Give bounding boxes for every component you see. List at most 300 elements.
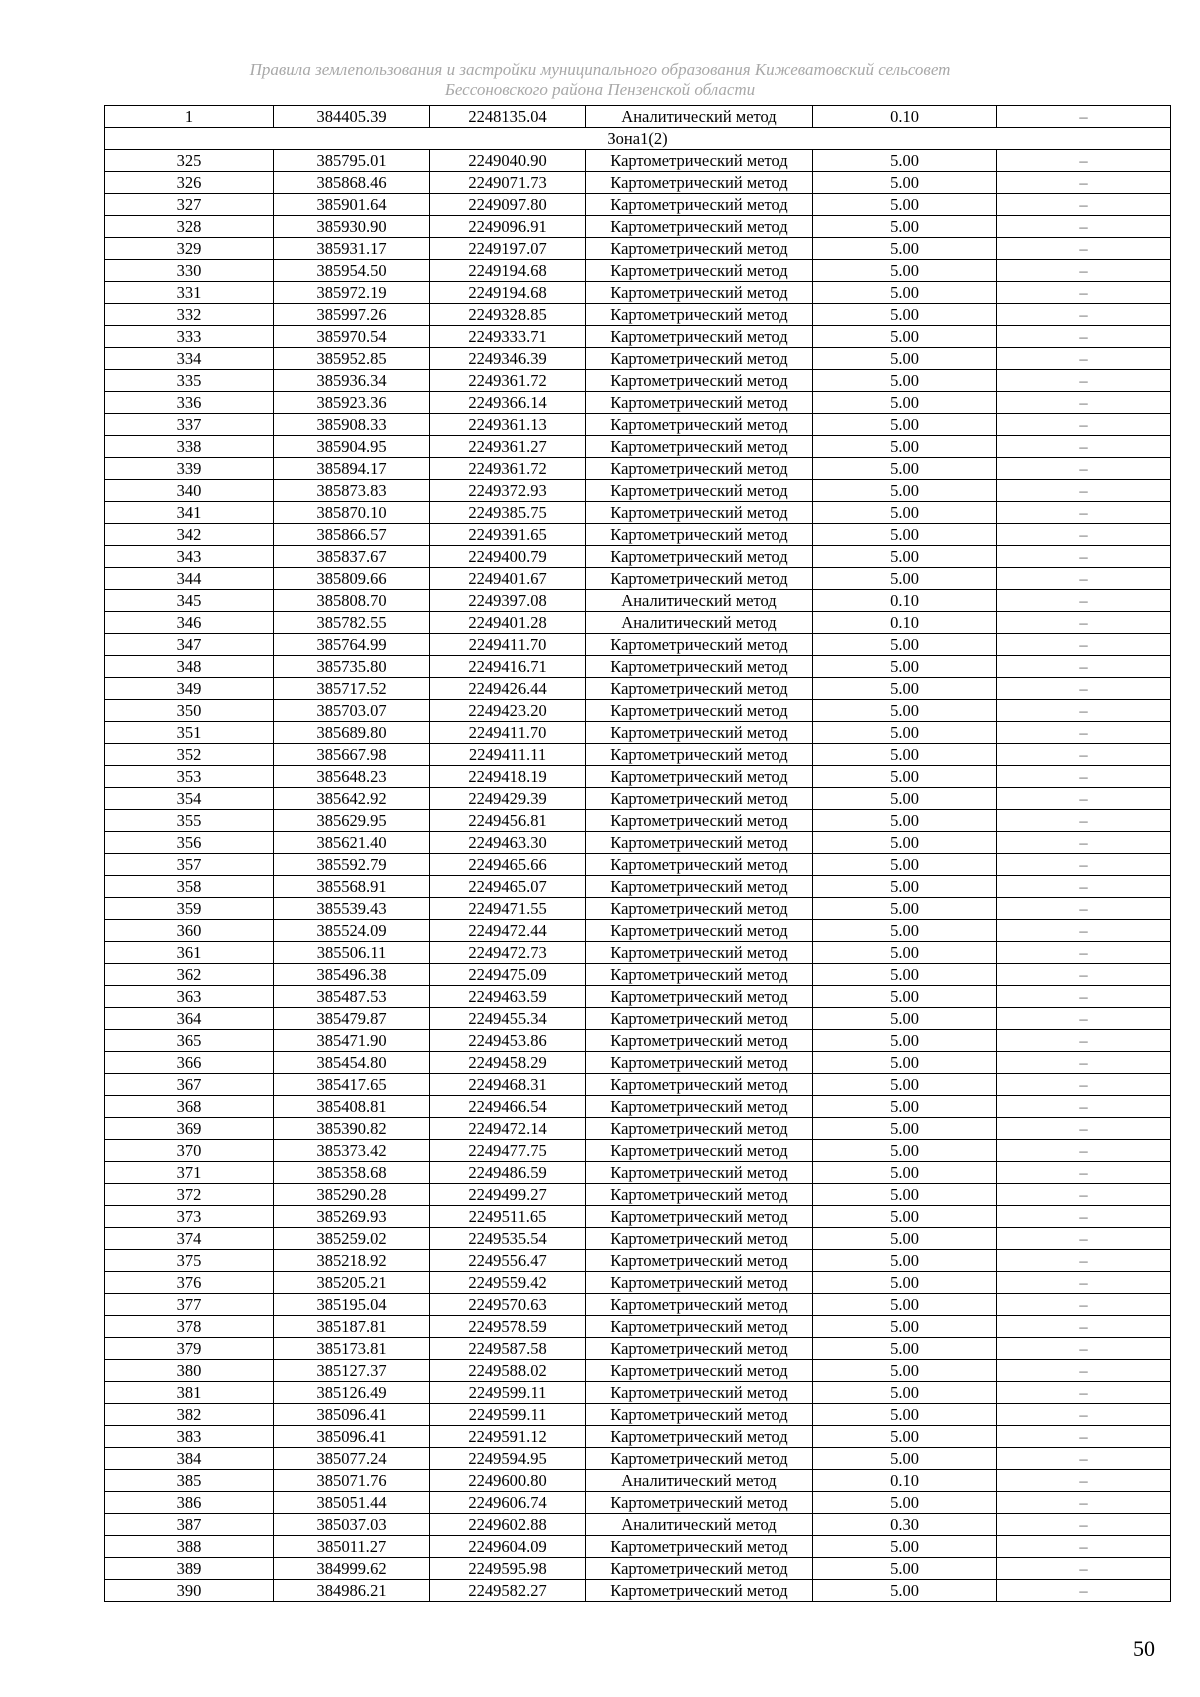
note-cell: – — [997, 766, 1171, 788]
accuracy-cell: 5.00 — [813, 348, 997, 370]
point-number-cell: 376 — [105, 1272, 274, 1294]
x-coordinate-cell: 385390.82 — [274, 1118, 430, 1140]
accuracy-cell: 5.00 — [813, 1008, 997, 1030]
header-line-1: Правила землепользования и застройки муниципального образования Кижеватовский сельсовет — [249, 60, 951, 79]
note-cell: – — [997, 832, 1171, 854]
note-cell: – — [997, 216, 1171, 238]
accuracy-cell: 5.00 — [813, 326, 997, 348]
note-cell: – — [997, 1558, 1171, 1580]
y-coordinate-cell: 2249499.27 — [430, 1184, 586, 1206]
y-coordinate-cell: 2249587.58 — [430, 1338, 586, 1360]
note-cell: – — [997, 1536, 1171, 1558]
note-cell: – — [997, 722, 1171, 744]
note-cell: – — [997, 1580, 1171, 1602]
point-number-cell: 370 — [105, 1140, 274, 1162]
method-cell: Картометрический метод — [586, 1382, 813, 1404]
method-cell: Картометрический метод — [586, 524, 813, 546]
point-number-cell: 381 — [105, 1382, 274, 1404]
y-coordinate-cell: 2249570.63 — [430, 1294, 586, 1316]
note-cell: – — [997, 964, 1171, 986]
y-coordinate-cell: 2249401.28 — [430, 612, 586, 634]
table-row — [105, 282, 1171, 304]
table-row — [105, 238, 1171, 260]
x-coordinate-cell: 385077.24 — [274, 1448, 430, 1470]
x-coordinate-cell: 385568.91 — [274, 876, 430, 898]
accuracy-cell: 5.00 — [813, 436, 997, 458]
note-cell: – — [997, 238, 1171, 260]
x-coordinate-cell: 385487.53 — [274, 986, 430, 1008]
point-number-cell: 327 — [105, 194, 274, 216]
accuracy-cell: 0.10 — [813, 106, 997, 128]
y-coordinate-cell: 2249472.73 — [430, 942, 586, 964]
point-number-cell: 332 — [105, 304, 274, 326]
note-cell: – — [997, 1030, 1171, 1052]
point-number-cell: 357 — [105, 854, 274, 876]
note-cell: – — [997, 414, 1171, 436]
point-number-cell: 342 — [105, 524, 274, 546]
x-coordinate-cell: 385764.99 — [274, 634, 430, 656]
x-coordinate-cell: 385972.19 — [274, 282, 430, 304]
accuracy-cell: 5.00 — [813, 788, 997, 810]
accuracy-cell: 5.00 — [813, 920, 997, 942]
note-cell: – — [997, 458, 1171, 480]
x-coordinate-cell: 385837.67 — [274, 546, 430, 568]
accuracy-cell: 5.00 — [813, 1206, 997, 1228]
method-cell: Картометрический метод — [586, 1228, 813, 1250]
page-number: 50 — [1133, 1636, 1155, 1661]
y-coordinate-cell: 2249606.74 — [430, 1492, 586, 1514]
point-number-cell: 329 — [105, 238, 274, 260]
table-row — [105, 546, 1171, 568]
x-coordinate-cell: 385417.65 — [274, 1074, 430, 1096]
x-coordinate-cell: 385524.09 — [274, 920, 430, 942]
accuracy-cell: 5.00 — [813, 1272, 997, 1294]
y-coordinate-cell: 2249475.09 — [430, 964, 586, 986]
accuracy-cell: 5.00 — [813, 1316, 997, 1338]
note-cell: – — [997, 524, 1171, 546]
x-coordinate-cell: 385970.54 — [274, 326, 430, 348]
y-coordinate-cell: 2249418.19 — [430, 766, 586, 788]
y-coordinate-cell: 2249423.20 — [430, 700, 586, 722]
y-coordinate-cell: 2249472.14 — [430, 1118, 586, 1140]
y-coordinate-cell: 2249556.47 — [430, 1250, 586, 1272]
point-number-cell: 365 — [105, 1030, 274, 1052]
table-row — [105, 150, 1171, 172]
point-number-cell: 353 — [105, 766, 274, 788]
note-cell: – — [997, 1074, 1171, 1096]
note-cell: – — [997, 986, 1171, 1008]
point-number-cell: 374 — [105, 1228, 274, 1250]
table-row — [105, 392, 1171, 414]
accuracy-cell: 5.00 — [813, 1030, 997, 1052]
note-cell: – — [997, 634, 1171, 656]
point-number-cell: 372 — [105, 1184, 274, 1206]
note-cell: – — [997, 348, 1171, 370]
point-number-cell: 384 — [105, 1448, 274, 1470]
table-row — [105, 1074, 1171, 1096]
table-row — [105, 1118, 1171, 1140]
x-coordinate-cell: 385868.46 — [274, 172, 430, 194]
y-coordinate-cell: 2249600.80 — [430, 1470, 586, 1492]
accuracy-cell: 5.00 — [813, 502, 997, 524]
accuracy-cell: 5.00 — [813, 1140, 997, 1162]
accuracy-cell: 5.00 — [813, 414, 997, 436]
note-cell: – — [997, 1250, 1171, 1272]
note-cell: – — [997, 1140, 1171, 1162]
table-row — [105, 1316, 1171, 1338]
method-cell: Картометрический метод — [586, 1250, 813, 1272]
accuracy-cell: 5.00 — [813, 1118, 997, 1140]
note-cell: – — [997, 1338, 1171, 1360]
accuracy-cell: 5.00 — [813, 1228, 997, 1250]
note-cell: – — [997, 854, 1171, 876]
table-row — [105, 1360, 1171, 1382]
method-cell: Картометрический метод — [586, 1118, 813, 1140]
y-coordinate-cell: 2249391.65 — [430, 524, 586, 546]
point-number-cell: 366 — [105, 1052, 274, 1074]
method-cell: Картометрический метод — [586, 920, 813, 942]
point-number-cell: 333 — [105, 326, 274, 348]
accuracy-cell: 5.00 — [813, 524, 997, 546]
method-cell: Картометрический метод — [586, 1140, 813, 1162]
table-row — [105, 964, 1171, 986]
y-coordinate-cell: 2249426.44 — [430, 678, 586, 700]
y-coordinate-cell: 2249594.95 — [430, 1448, 586, 1470]
x-coordinate-cell: 385358.68 — [274, 1162, 430, 1184]
method-cell: Картометрический метод — [586, 1074, 813, 1096]
table-row — [105, 722, 1171, 744]
table-row — [105, 678, 1171, 700]
method-cell: Картометрический метод — [586, 832, 813, 854]
accuracy-cell: 5.00 — [813, 1338, 997, 1360]
method-cell: Картометрический метод — [586, 1294, 813, 1316]
table-row — [105, 524, 1171, 546]
point-number-cell: 330 — [105, 260, 274, 282]
table-row — [105, 414, 1171, 436]
accuracy-cell: 5.00 — [813, 898, 997, 920]
point-number-cell: 362 — [105, 964, 274, 986]
point-number-cell: 328 — [105, 216, 274, 238]
method-cell: Картометрический метод — [586, 1030, 813, 1052]
method-cell: Картометрический метод — [586, 458, 813, 480]
point-number-cell: 387 — [105, 1514, 274, 1536]
accuracy-cell: 5.00 — [813, 1250, 997, 1272]
note-cell: – — [997, 546, 1171, 568]
y-coordinate-cell: 2249197.07 — [430, 238, 586, 260]
table-row — [105, 1470, 1171, 1492]
point-number-cell: 358 — [105, 876, 274, 898]
table-row — [105, 788, 1171, 810]
point-number-cell: 348 — [105, 656, 274, 678]
x-coordinate-cell: 385703.07 — [274, 700, 430, 722]
accuracy-cell: 5.00 — [813, 1294, 997, 1316]
x-coordinate-cell: 385954.50 — [274, 260, 430, 282]
coordinates-table-body — [105, 106, 1171, 1602]
method-cell: Картометрический метод — [586, 414, 813, 436]
y-coordinate-cell: 2249385.75 — [430, 502, 586, 524]
accuracy-cell: 5.00 — [813, 678, 997, 700]
note-cell: – — [997, 326, 1171, 348]
accuracy-cell: 5.00 — [813, 1184, 997, 1206]
method-cell: Картометрический метод — [586, 1272, 813, 1294]
zone-label: Зона1(2) — [105, 128, 1171, 150]
table-row — [105, 1580, 1171, 1602]
accuracy-cell: 5.00 — [813, 304, 997, 326]
y-coordinate-cell: 2249477.75 — [430, 1140, 586, 1162]
table-row — [105, 854, 1171, 876]
point-number-cell: 326 — [105, 172, 274, 194]
point-number-cell: 335 — [105, 370, 274, 392]
accuracy-cell: 5.00 — [813, 370, 997, 392]
method-cell: Картометрический метод — [586, 150, 813, 172]
point-number-cell: 351 — [105, 722, 274, 744]
x-coordinate-cell: 385539.43 — [274, 898, 430, 920]
y-coordinate-cell: 2249458.29 — [430, 1052, 586, 1074]
note-cell: – — [997, 1228, 1171, 1250]
point-number-cell: 346 — [105, 612, 274, 634]
point-number-cell: 388 — [105, 1536, 274, 1558]
header-line-2: Бессоновского района Пензенской области — [444, 80, 756, 99]
accuracy-cell: 5.00 — [813, 832, 997, 854]
accuracy-cell: 5.00 — [813, 216, 997, 238]
method-cell: Картометрический метод — [586, 194, 813, 216]
method-cell: Картометрический метод — [586, 282, 813, 304]
accuracy-cell: 5.00 — [813, 568, 997, 590]
point-number-cell: 367 — [105, 1074, 274, 1096]
table-row — [105, 1492, 1171, 1514]
accuracy-cell: 0.10 — [813, 612, 997, 634]
method-cell: Картометрический метод — [586, 1316, 813, 1338]
note-cell: – — [997, 1294, 1171, 1316]
point-number-cell: 368 — [105, 1096, 274, 1118]
point-number-cell: 350 — [105, 700, 274, 722]
method-cell: Картометрический метод — [586, 1206, 813, 1228]
note-cell: – — [997, 1184, 1171, 1206]
method-cell: Картометрический метод — [586, 722, 813, 744]
accuracy-cell: 5.00 — [813, 1382, 997, 1404]
method-cell: Картометрический метод — [586, 810, 813, 832]
method-cell: Картометрический метод — [586, 744, 813, 766]
method-cell: Картометрический метод — [586, 1184, 813, 1206]
y-coordinate-cell: 2249535.54 — [430, 1228, 586, 1250]
table-row — [105, 700, 1171, 722]
y-coordinate-cell: 2249401.67 — [430, 568, 586, 590]
accuracy-cell: 5.00 — [813, 634, 997, 656]
table-row — [105, 744, 1171, 766]
note-cell: – — [997, 568, 1171, 590]
method-cell: Картометрический метод — [586, 1448, 813, 1470]
accuracy-cell: 5.00 — [813, 810, 997, 832]
table-row — [105, 458, 1171, 480]
accuracy-cell: 5.00 — [813, 1074, 997, 1096]
note-cell: – — [997, 436, 1171, 458]
accuracy-cell: 5.00 — [813, 458, 997, 480]
point-number-cell: 336 — [105, 392, 274, 414]
y-coordinate-cell: 2249361.13 — [430, 414, 586, 436]
point-number-cell: 331 — [105, 282, 274, 304]
x-coordinate-cell: 385936.34 — [274, 370, 430, 392]
x-coordinate-cell: 385901.64 — [274, 194, 430, 216]
accuracy-cell: 5.00 — [813, 546, 997, 568]
y-coordinate-cell: 2249456.81 — [430, 810, 586, 832]
x-coordinate-cell: 385011.27 — [274, 1536, 430, 1558]
y-coordinate-cell: 2249599.11 — [430, 1382, 586, 1404]
table-row — [105, 1008, 1171, 1030]
table-row — [105, 1382, 1171, 1404]
coordinates-table — [104, 105, 1171, 1602]
x-coordinate-cell: 385952.85 — [274, 348, 430, 370]
table-row — [105, 216, 1171, 238]
x-coordinate-cell: 385873.83 — [274, 480, 430, 502]
accuracy-cell: 5.00 — [813, 480, 997, 502]
point-number-cell: 334 — [105, 348, 274, 370]
x-coordinate-cell: 385496.38 — [274, 964, 430, 986]
y-coordinate-cell: 2249559.42 — [430, 1272, 586, 1294]
table-row — [105, 1536, 1171, 1558]
y-coordinate-cell: 2249411.11 — [430, 744, 586, 766]
point-number-cell: 373 — [105, 1206, 274, 1228]
x-coordinate-cell: 385808.70 — [274, 590, 430, 612]
table-row — [105, 1030, 1171, 1052]
point-number-cell: 344 — [105, 568, 274, 590]
table-row — [105, 1184, 1171, 1206]
y-coordinate-cell: 2249472.44 — [430, 920, 586, 942]
method-cell: Картометрический метод — [586, 898, 813, 920]
accuracy-cell: 5.00 — [813, 1580, 997, 1602]
accuracy-cell: 5.00 — [813, 1536, 997, 1558]
note-cell: – — [997, 1052, 1171, 1074]
accuracy-cell: 5.00 — [813, 1558, 997, 1580]
table-row — [105, 502, 1171, 524]
x-coordinate-cell: 385923.36 — [274, 392, 430, 414]
zone-row — [105, 128, 1171, 150]
x-coordinate-cell: 385195.04 — [274, 1294, 430, 1316]
x-coordinate-cell: 385667.98 — [274, 744, 430, 766]
y-coordinate-cell: 2249463.30 — [430, 832, 586, 854]
method-cell: Картометрический метод — [586, 392, 813, 414]
note-cell: – — [997, 744, 1171, 766]
x-coordinate-cell: 385894.17 — [274, 458, 430, 480]
table-row — [105, 260, 1171, 282]
note-cell: – — [997, 1008, 1171, 1030]
accuracy-cell: 5.00 — [813, 986, 997, 1008]
y-coordinate-cell: 2249604.09 — [430, 1536, 586, 1558]
y-coordinate-cell: 2249468.31 — [430, 1074, 586, 1096]
note-cell: – — [997, 106, 1171, 128]
point-number-cell: 347 — [105, 634, 274, 656]
x-coordinate-cell: 385127.37 — [274, 1360, 430, 1382]
x-coordinate-cell: 385218.92 — [274, 1250, 430, 1272]
table-row — [105, 832, 1171, 854]
method-cell: Картометрический метод — [586, 304, 813, 326]
x-coordinate-cell: 385689.80 — [274, 722, 430, 744]
point-number-cell: 325 — [105, 150, 274, 172]
accuracy-cell: 5.00 — [813, 1492, 997, 1514]
method-cell: Картометрический метод — [586, 1404, 813, 1426]
table-row — [105, 1558, 1171, 1580]
point-number-cell: 377 — [105, 1294, 274, 1316]
accuracy-cell: 5.00 — [813, 1426, 997, 1448]
x-coordinate-cell: 385931.17 — [274, 238, 430, 260]
table-row — [105, 634, 1171, 656]
note-cell: – — [997, 172, 1171, 194]
table-row — [105, 810, 1171, 832]
table-row — [105, 436, 1171, 458]
note-cell: – — [997, 920, 1171, 942]
x-coordinate-cell: 385506.11 — [274, 942, 430, 964]
x-coordinate-cell: 385471.90 — [274, 1030, 430, 1052]
table-row — [105, 1096, 1171, 1118]
note-cell: – — [997, 1162, 1171, 1184]
y-coordinate-cell: 2249595.98 — [430, 1558, 586, 1580]
note-cell: – — [997, 502, 1171, 524]
method-cell: Картометрический метод — [586, 1096, 813, 1118]
y-coordinate-cell: 2249486.59 — [430, 1162, 586, 1184]
point-number-cell: 383 — [105, 1426, 274, 1448]
method-cell: Картометрический метод — [586, 1052, 813, 1074]
x-coordinate-cell: 385205.21 — [274, 1272, 430, 1294]
accuracy-cell: 5.00 — [813, 700, 997, 722]
point-number-cell: 390 — [105, 1580, 274, 1602]
table-row — [105, 1338, 1171, 1360]
accuracy-cell: 5.00 — [813, 282, 997, 304]
method-cell: Аналитический метод — [586, 106, 813, 128]
method-cell: Картометрический метод — [586, 964, 813, 986]
x-coordinate-cell: 385373.42 — [274, 1140, 430, 1162]
x-coordinate-cell: 384405.39 — [274, 106, 430, 128]
x-coordinate-cell: 385096.41 — [274, 1426, 430, 1448]
y-coordinate-cell: 2248135.04 — [430, 106, 586, 128]
x-coordinate-cell: 385071.76 — [274, 1470, 430, 1492]
table-row — [105, 1140, 1171, 1162]
note-cell: – — [997, 876, 1171, 898]
x-coordinate-cell: 385870.10 — [274, 502, 430, 524]
accuracy-cell: 5.00 — [813, 1360, 997, 1382]
point-number-cell: 379 — [105, 1338, 274, 1360]
note-cell: – — [997, 590, 1171, 612]
accuracy-cell: 0.10 — [813, 1470, 997, 1492]
x-coordinate-cell: 385930.90 — [274, 216, 430, 238]
table-row — [105, 656, 1171, 678]
point-number-cell: 341 — [105, 502, 274, 524]
accuracy-cell: 5.00 — [813, 854, 997, 876]
x-coordinate-cell: 385479.87 — [274, 1008, 430, 1030]
y-coordinate-cell: 2249097.80 — [430, 194, 586, 216]
method-cell: Картометрический метод — [586, 788, 813, 810]
accuracy-cell: 0.10 — [813, 590, 997, 612]
accuracy-cell: 5.00 — [813, 150, 997, 172]
point-number-cell: 363 — [105, 986, 274, 1008]
method-cell: Картометрический метод — [586, 678, 813, 700]
method-cell: Аналитический метод — [586, 1514, 813, 1536]
y-coordinate-cell: 2249465.07 — [430, 876, 586, 898]
method-cell: Картометрический метод — [586, 876, 813, 898]
accuracy-cell: 5.00 — [813, 392, 997, 414]
table-row — [105, 370, 1171, 392]
table-row — [105, 1162, 1171, 1184]
point-number-cell: 338 — [105, 436, 274, 458]
table-row — [105, 326, 1171, 348]
method-cell: Картометрический метод — [586, 238, 813, 260]
method-cell: Картометрический метод — [586, 568, 813, 590]
y-coordinate-cell: 2249416.71 — [430, 656, 586, 678]
x-coordinate-cell: 385126.49 — [274, 1382, 430, 1404]
point-number-cell: 337 — [105, 414, 274, 436]
note-cell: – — [997, 392, 1171, 414]
method-cell: Картометрический метод — [586, 1008, 813, 1030]
accuracy-cell: 5.00 — [813, 1162, 997, 1184]
x-coordinate-cell: 385629.95 — [274, 810, 430, 832]
